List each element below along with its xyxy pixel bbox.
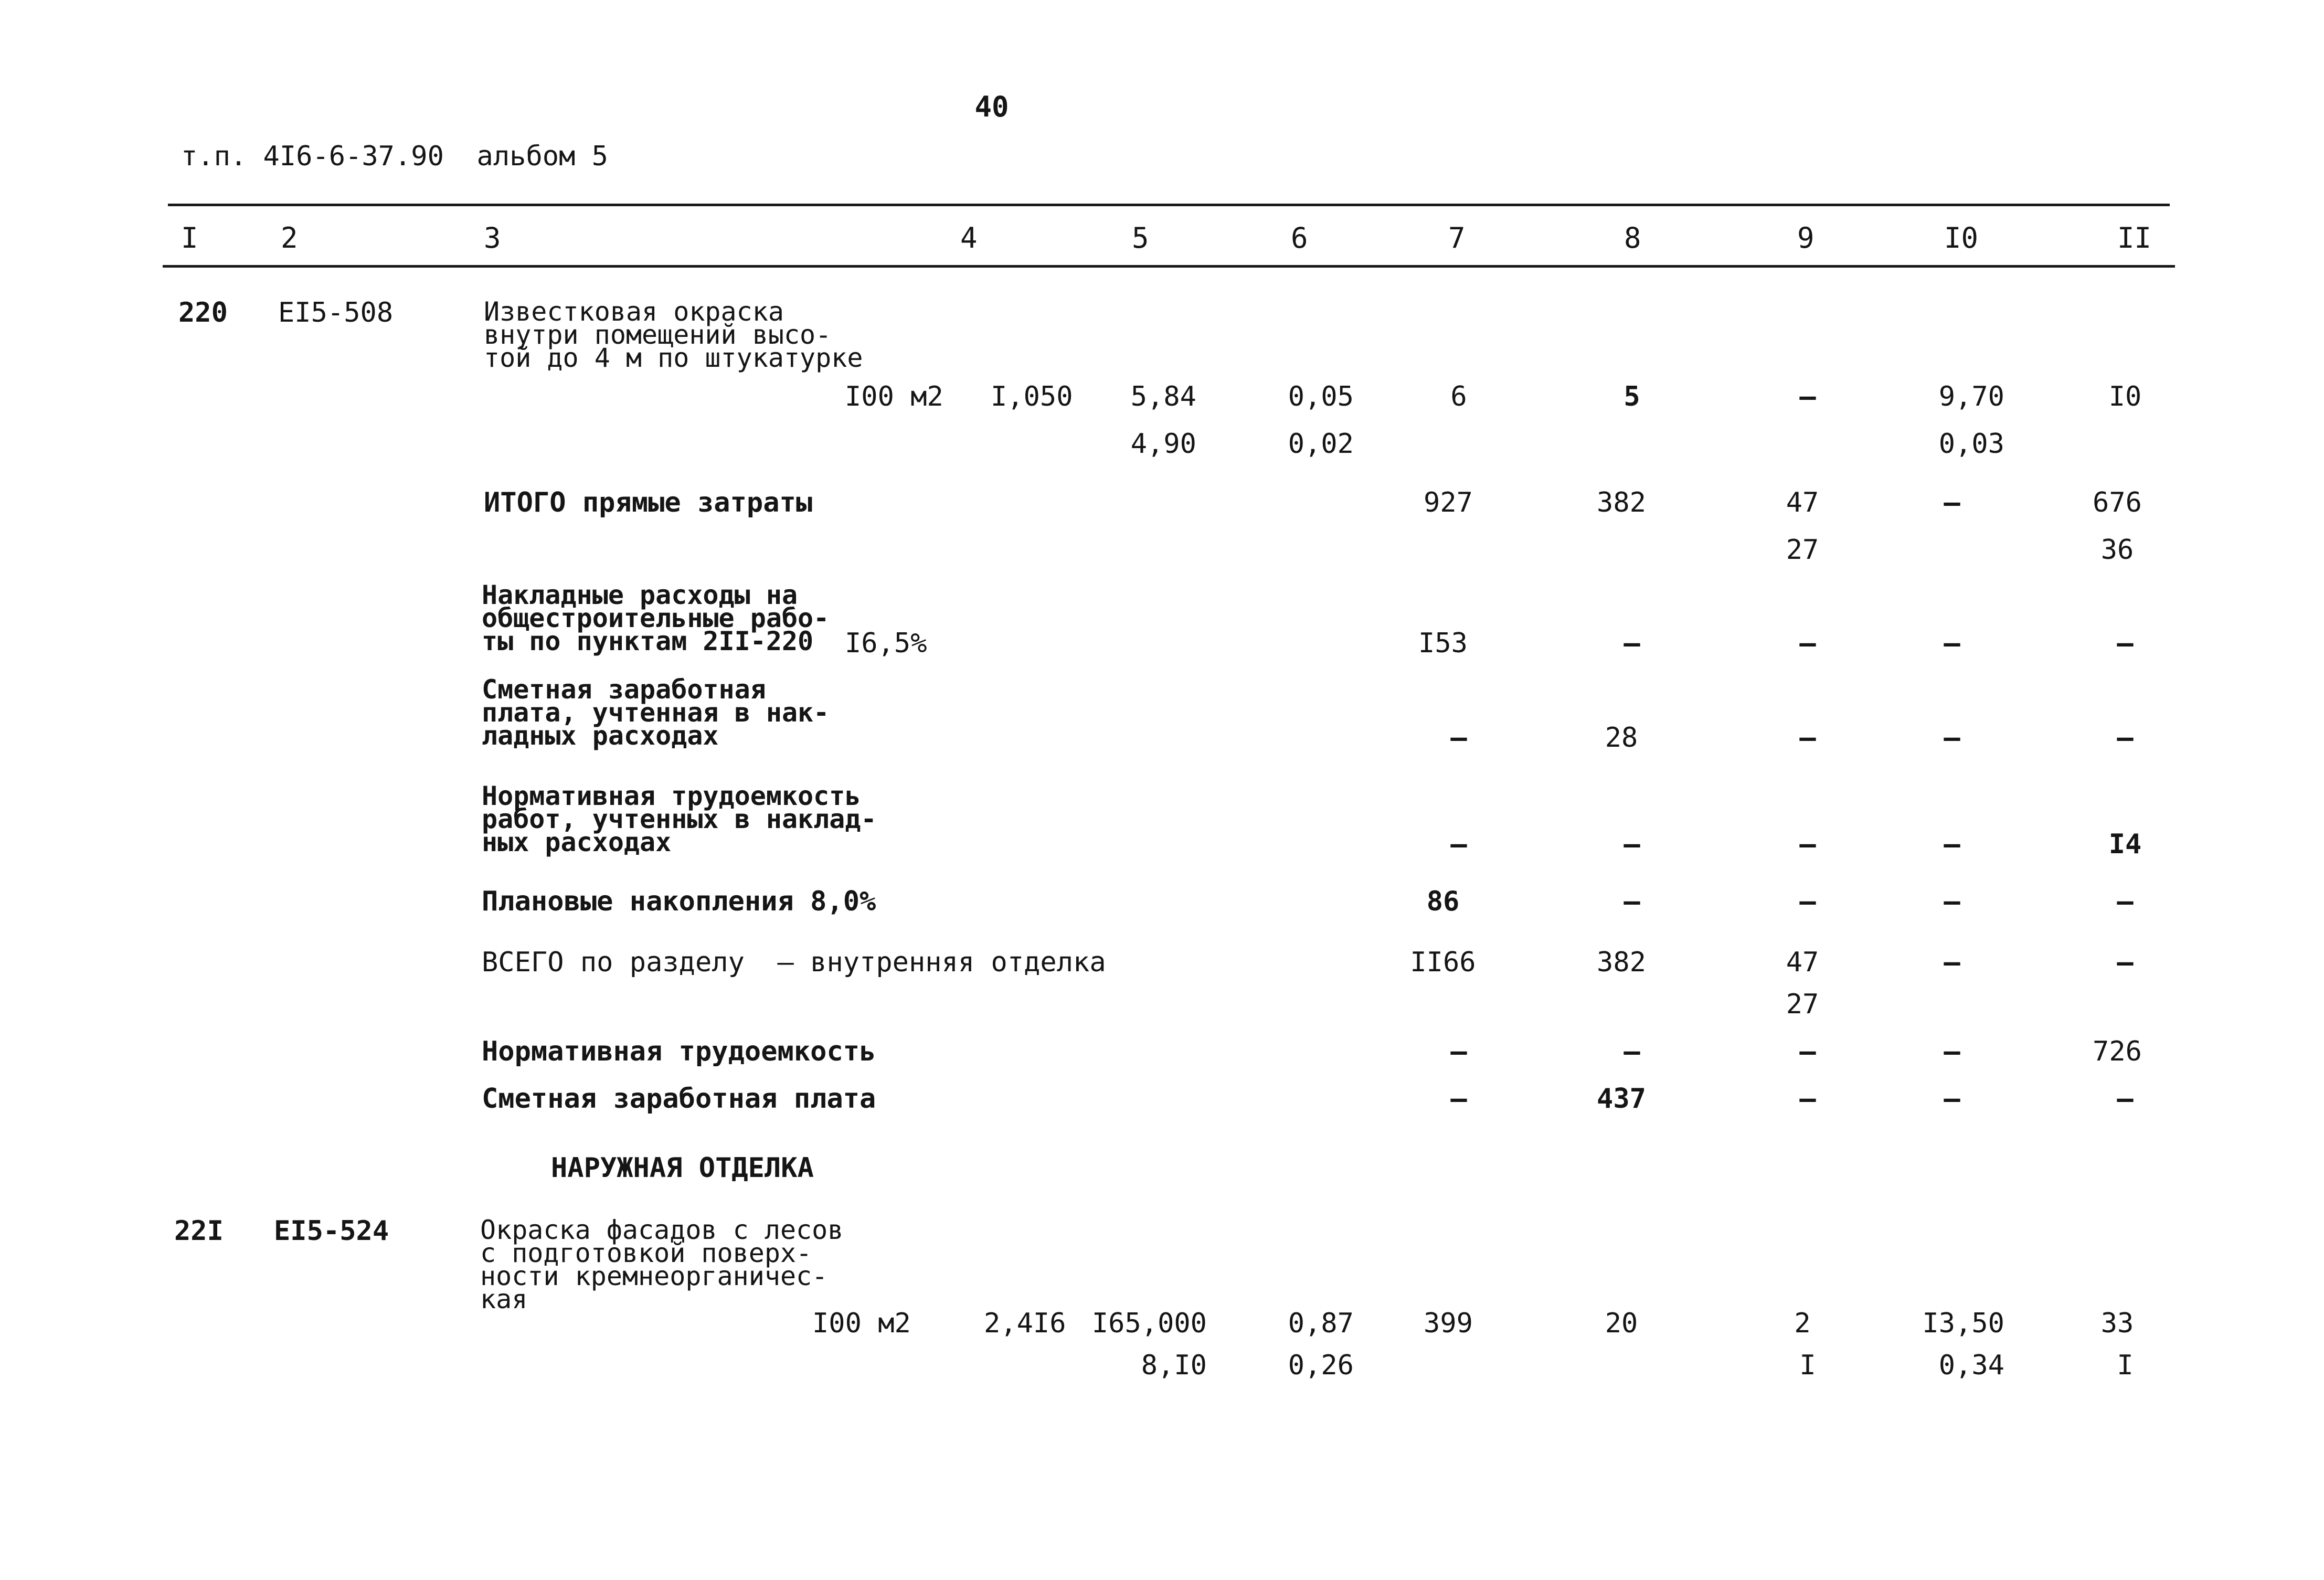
- cell-col5: 5,84: [1130, 381, 1196, 412]
- summary-label: ИТОГО прямые затраты: [484, 487, 813, 518]
- cell-col6: 0,26: [1288, 1350, 1354, 1381]
- column-header-9: 9: [1797, 221, 1814, 255]
- cell-col8: 28: [1605, 722, 1638, 754]
- cell-col11: –: [2117, 886, 2134, 917]
- cell-col11: –: [2117, 1083, 2134, 1115]
- header-bottom-rule: [163, 265, 2175, 268]
- column-header-5: 5: [1132, 221, 1149, 255]
- item-description: Известковая окраска внутри помещений высо- той до 4 м по штукатурке: [484, 296, 863, 373]
- column-header-11: II: [2117, 221, 2152, 255]
- cell-col6: 0,05: [1288, 381, 1354, 412]
- cell-col10: I3,50: [1922, 1308, 2004, 1339]
- cell-col8: –: [1623, 886, 1640, 917]
- cell-col10: –: [1944, 947, 1960, 978]
- column-header-2: 2: [281, 221, 298, 255]
- summary-label: Плановые накопления 8,0%: [482, 886, 876, 917]
- column-header-4: 4: [960, 221, 978, 255]
- cell-col10: –: [1944, 1083, 1960, 1115]
- quantity: 2,4I6: [984, 1308, 1066, 1339]
- quantity: I,050: [991, 381, 1073, 412]
- cell-col9: 47: [1786, 487, 1819, 518]
- summary-label: Сметная заработная плата: [482, 1083, 876, 1115]
- cell-col9: I: [1799, 1350, 1816, 1381]
- cell-col6: 0,87: [1288, 1308, 1354, 1339]
- cell-col9: –: [1799, 381, 1816, 412]
- cell-col10: 9,70: [1938, 381, 2004, 412]
- cell-col7: 927: [1424, 487, 1473, 518]
- cell-col11: –: [2117, 947, 2134, 978]
- cell-col8: –: [1623, 628, 1640, 659]
- summary-label: ВСЕГО по разделу – внутренняя отделка: [482, 947, 1106, 978]
- item-number: 22I: [174, 1215, 224, 1247]
- cell-col9: –: [1799, 722, 1816, 754]
- column-header-8: 8: [1624, 221, 1641, 255]
- cell-col11: –: [2117, 628, 2134, 659]
- cell-col9: –: [1799, 1083, 1816, 1115]
- item-description: Окраска фасадов с лесов с подготовкой поверх- ности кремнеорганичес- кая: [480, 1215, 844, 1314]
- item-number: 220: [178, 297, 228, 328]
- cell-col7: –: [1450, 722, 1467, 754]
- cell-col9: 47: [1786, 947, 1819, 978]
- summary-label: Нормативная трудоемкость работ, учтенных в наклад- ных расходах: [482, 781, 877, 857]
- cell-col10: 0,03: [1938, 428, 2004, 460]
- column-header-6: 6: [1291, 221, 1308, 255]
- header-top-rule: [168, 204, 2170, 206]
- cell-col9: –: [1799, 829, 1816, 860]
- cell-col9: –: [1799, 1036, 1816, 1067]
- cell-col9: 2: [1794, 1308, 1811, 1339]
- column-header-10: I0: [1944, 221, 1979, 255]
- cell-col7: II66: [1410, 947, 1476, 978]
- cell-col8: 20: [1605, 1308, 1638, 1339]
- cell-col11: I4: [2108, 829, 2142, 860]
- cell-col11: –: [2117, 722, 2134, 754]
- cell-col11: 676: [2093, 487, 2142, 518]
- column-header-3: 3: [484, 221, 501, 255]
- cell-col8: –: [1623, 829, 1640, 860]
- unit: I00 м2: [812, 1308, 911, 1339]
- cell-col10: –: [1944, 886, 1960, 917]
- cell-col6: 0,02: [1288, 428, 1354, 460]
- page-number: 40: [974, 90, 1009, 123]
- cell-col7: –: [1450, 1036, 1467, 1067]
- cell-col9: 27: [1786, 989, 1819, 1020]
- cell-col11: 33: [2100, 1308, 2134, 1339]
- cell-col11: 36: [2100, 534, 2134, 566]
- cell-col8: –: [1623, 1036, 1640, 1067]
- cell-col8: 382: [1597, 487, 1646, 518]
- cell-col7: 86: [1426, 886, 1460, 917]
- cell-col10: –: [1944, 628, 1960, 659]
- document-reference: т.п. 4I6-6-37.90 альбом 5: [181, 141, 608, 172]
- percentage: I6,5%: [845, 628, 927, 659]
- item-code: EI5-508: [278, 297, 394, 328]
- cell-col5: 4,90: [1130, 428, 1196, 460]
- item-code: EI5-524: [274, 1215, 389, 1247]
- cell-col11: 726: [2093, 1036, 2142, 1067]
- cell-col8: 5: [1623, 381, 1640, 412]
- cell-col7: 6: [1450, 381, 1467, 412]
- cell-col9: –: [1799, 886, 1816, 917]
- cell-col10: –: [1944, 1036, 1960, 1067]
- cell-col11: I0: [2108, 381, 2142, 412]
- cell-col10: –: [1944, 829, 1960, 860]
- cell-col5: I65,000: [1091, 1308, 1207, 1339]
- cell-col8: 382: [1597, 947, 1646, 978]
- cell-col9: –: [1799, 628, 1816, 659]
- cell-col7: –: [1450, 829, 1467, 860]
- column-header-1: I: [181, 221, 198, 255]
- cell-col7: 399: [1424, 1308, 1473, 1339]
- cell-col5: 8,I0: [1141, 1350, 1207, 1381]
- cell-col10: –: [1944, 487, 1960, 518]
- cell-col9: 27: [1786, 534, 1819, 566]
- cell-col8: 437: [1597, 1083, 1646, 1115]
- section-title: НАРУЖНАЯ ОТДЕЛКА: [551, 1152, 814, 1184]
- summary-label: Сметная заработная плата, учтенная в нак- ладных расходах: [482, 674, 830, 751]
- cell-col7: I53: [1418, 628, 1468, 659]
- summary-label: Нормативная трудоемкость: [482, 1036, 876, 1067]
- cell-col10: 0,34: [1938, 1350, 2004, 1381]
- cell-col7: –: [1450, 1083, 1467, 1115]
- summary-label: Накладные расходы на общестроительные рабо- ты по пунктам 2II-220: [482, 580, 830, 656]
- column-header-7: 7: [1448, 221, 1466, 255]
- cell-col11: I: [2117, 1350, 2134, 1381]
- cell-col10: –: [1944, 722, 1960, 754]
- unit: I00 м2: [845, 381, 943, 412]
